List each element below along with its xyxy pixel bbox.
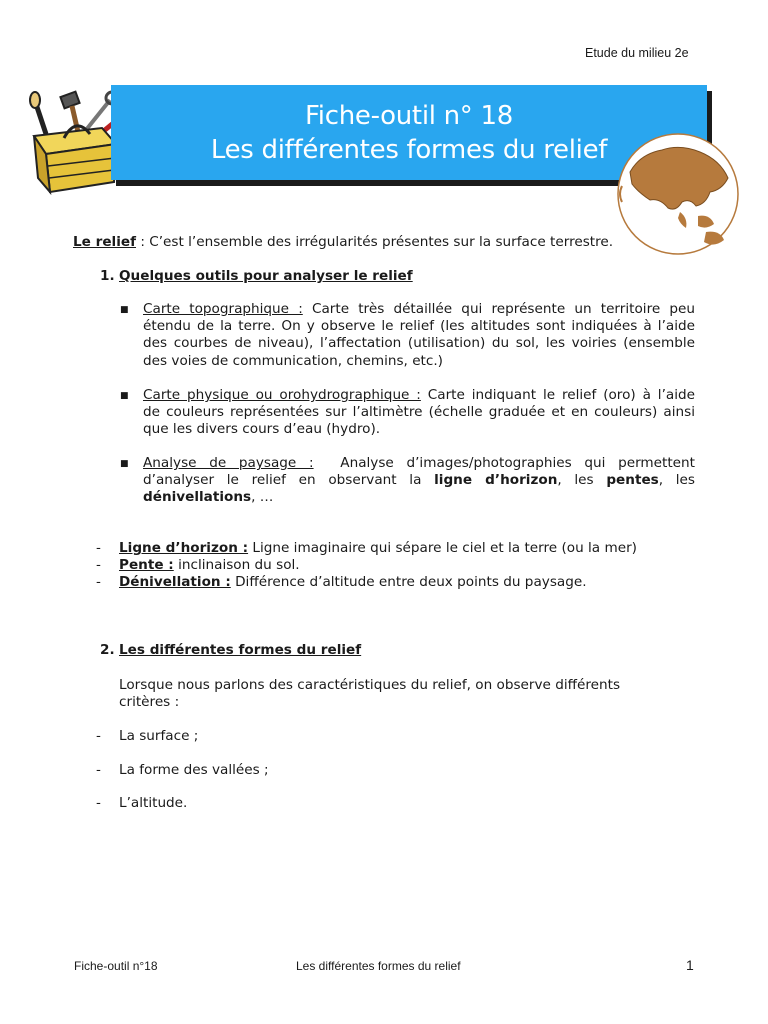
document-subject: Etude du milieu 2e: [585, 46, 689, 60]
list-item-physique: [143, 387, 695, 439]
relief-definition: [73, 234, 713, 251]
bullet-icon: ■: [120, 391, 129, 401]
definition-pente: [119, 557, 300, 574]
criterion-surface: La surface ;: [119, 728, 199, 744]
item-line: , les: [658, 472, 695, 489]
banner-title-line2: Les différentes formes du relief: [210, 134, 608, 165]
dash-marker: -: [96, 574, 101, 590]
definition-term: Pente :: [119, 557, 174, 573]
item-term: Carte physique ou orohydrographique :: [143, 387, 421, 403]
keyword-denivellations: dénivellations: [143, 489, 252, 506]
item-line: , les: [557, 472, 594, 489]
bullet-icon: ■: [120, 459, 129, 469]
item-line: des voies de communication, chemins, etc.): [143, 352, 443, 369]
relief-sep: :: [136, 234, 150, 250]
section2-intro-line: Lorsque nous parlons des caractéristiques du relief, on observe différents: [119, 677, 621, 693]
section2-intro: [119, 677, 679, 711]
definition-term: Dénivellation :: [119, 574, 231, 590]
definition-text: Différence d’altitude entre deux points du paysage.: [235, 574, 587, 590]
item-line: Analyse d’images/photographies qui permettent: [340, 455, 695, 471]
section1-number: 1.: [100, 268, 115, 284]
section2-intro-line: critères :: [119, 694, 180, 711]
footer-left: Fiche-outil n°18: [74, 959, 158, 973]
relief-term: Le relief: [73, 234, 136, 250]
dash-marker: -: [96, 762, 101, 778]
definition-ligne-horizon: [119, 540, 637, 557]
item-line: Carte indiquant le relief (oro) à l’aide: [427, 387, 696, 403]
banner-title-line1: Fiche-outil n° 18: [305, 100, 513, 131]
definition-denivellation: [119, 574, 587, 591]
definition-term: Ligne d’horizon :: [119, 540, 249, 556]
item-line: que les divers cours d’eau (hydro).: [143, 421, 381, 438]
section2-number: 2.: [100, 642, 115, 658]
item-line: étendu de la terre. On y observe le relief (les altitudes sont indiquées à l’aide: [143, 318, 695, 335]
dash-marker: -: [96, 557, 101, 573]
item-line: des courbes de niveau), l’affectation (utilisation) du sol, les voiries (ensemble: [143, 335, 695, 352]
keyword-pentes: pentes: [606, 472, 659, 489]
dash-marker: -: [96, 795, 101, 811]
dash-marker: -: [96, 540, 101, 556]
criterion-altitude: L’altitude.: [119, 795, 188, 811]
definition-text: Ligne imaginaire qui sépare le ciel et la terre (ou la mer): [252, 540, 637, 556]
item-line: d’analyser le relief en observant la: [143, 472, 422, 489]
item-term: Analyse de paysage :: [143, 455, 314, 471]
bullet-icon: ■: [120, 305, 129, 315]
section1-title: Quelques outils pour analyser le relief: [119, 268, 413, 284]
section2-title: Les différentes formes du relief: [119, 642, 362, 658]
item-line: de couleurs représentées sur l’altimètre (échelle graduée et en couleurs) ainsi: [143, 404, 695, 421]
item-line: , …: [251, 489, 274, 506]
page-number: 1: [686, 957, 694, 973]
list-item-topographique: [143, 301, 695, 370]
dash-marker: -: [96, 728, 101, 744]
definition-text: inclinaison du sol.: [178, 557, 300, 573]
item-term: Carte topographique :: [143, 301, 303, 317]
keyword-ligne-horizon: ligne d’horizon: [434, 472, 558, 489]
criterion-vallees: La forme des vallées ;: [119, 762, 269, 778]
footer-center: Les différentes formes du relief: [296, 959, 461, 973]
item-line: Carte très détaillée qui représente un territoire peu: [311, 301, 695, 317]
list-item-paysage: [143, 455, 695, 507]
relief-text: C’est l’ensemble des irrégularités présentes sur la surface terrestre.: [149, 234, 614, 250]
